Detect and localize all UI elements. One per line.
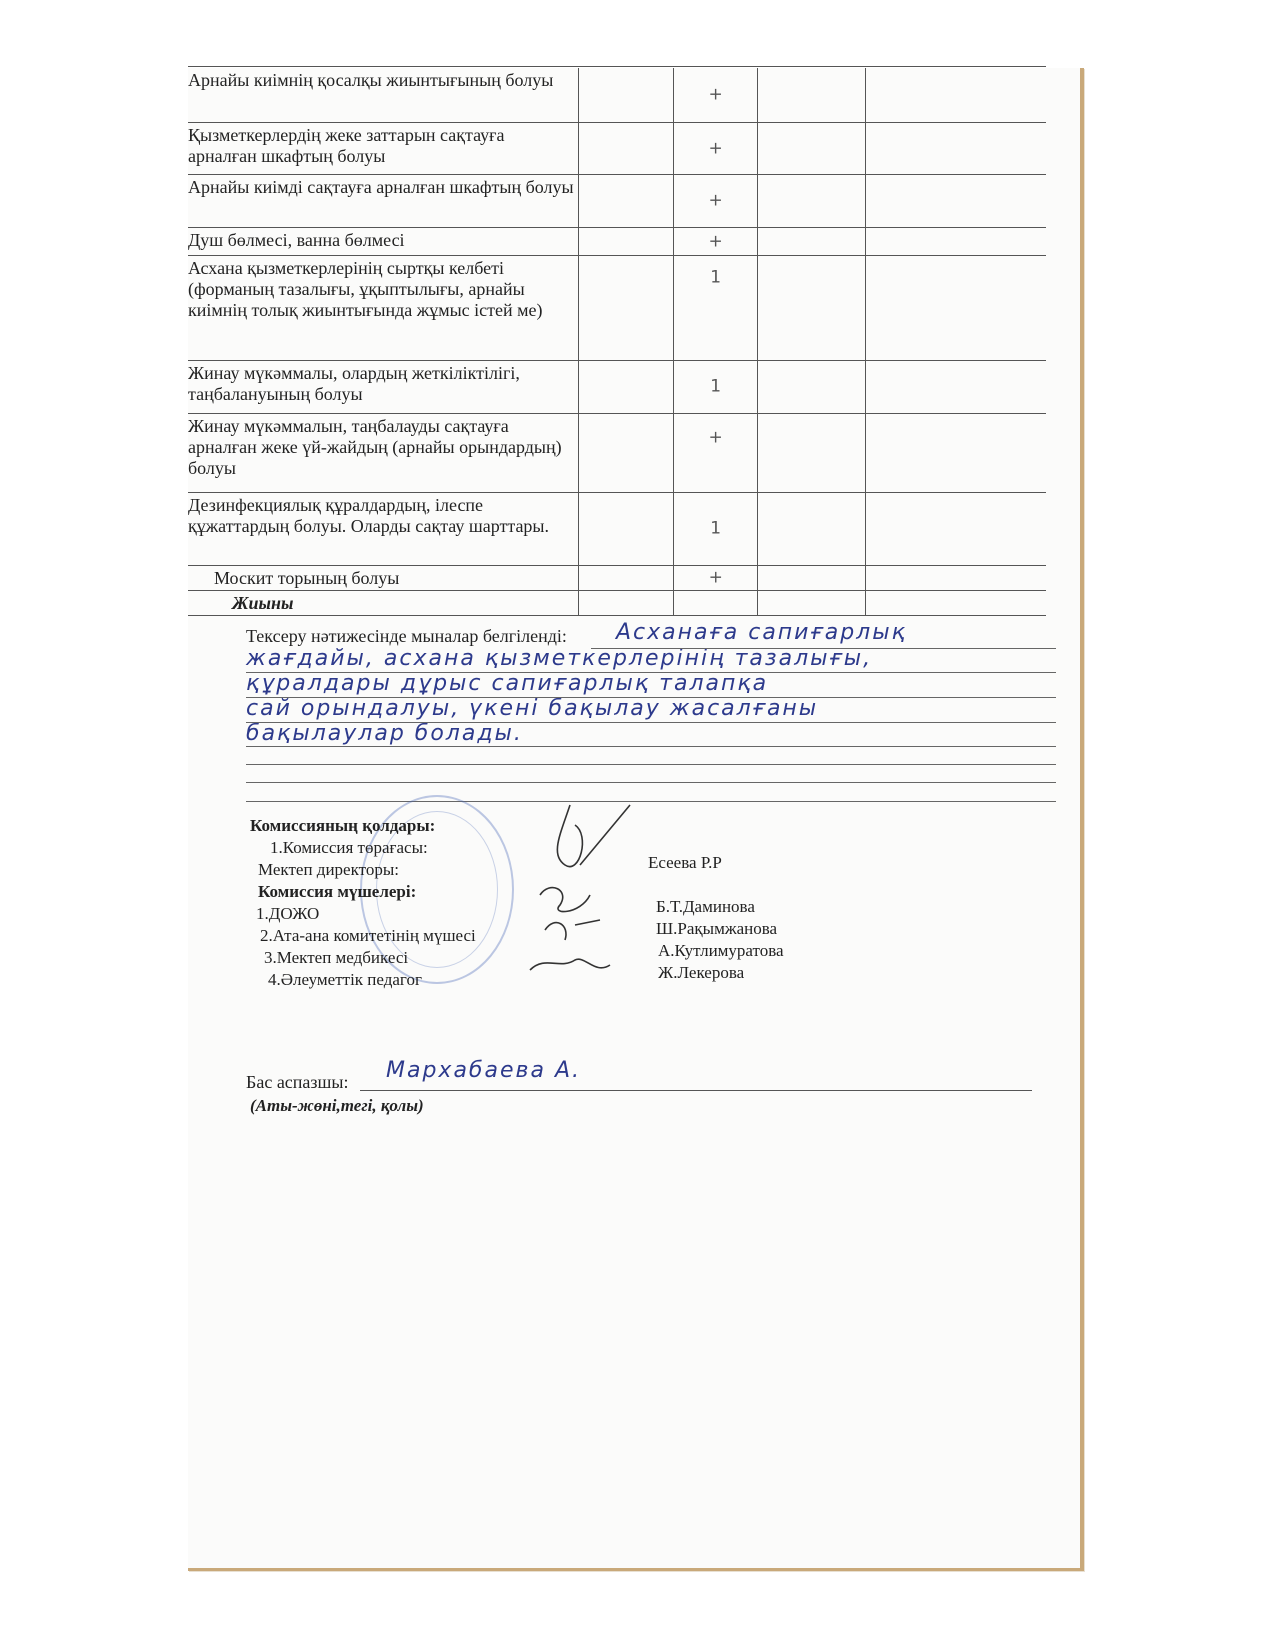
member-role: 1.ДОЖО <box>256 904 320 923</box>
check-mark: 1 <box>710 518 722 539</box>
table-row <box>188 228 1046 256</box>
rule-line <box>246 672 1056 673</box>
rule-line <box>246 722 1056 723</box>
member-name: Ш.Рақымжанова <box>656 919 778 938</box>
chief-cook-label: Бас аспазшы: <box>246 1072 349 1092</box>
member-name: Б.Т.Даминова <box>656 897 755 916</box>
check-mark: + <box>708 231 723 251</box>
table-row <box>188 123 1046 175</box>
check-mark: 1 <box>710 376 722 397</box>
signature-caption: (Аты-жөні,тегі, қолы) <box>250 1096 424 1115</box>
check-mark: + <box>708 84 723 105</box>
check-mark: + <box>708 190 723 211</box>
check-mark: 1 <box>710 267 722 288</box>
check-mark: + <box>708 138 723 158</box>
criterion-text: Арнайы киімді сақтауға арналған шкафтың болуы <box>188 175 579 227</box>
handwritten-line: сай орындалуы, үкені бақылау жасалғаны <box>246 696 819 721</box>
rule-line <box>246 801 1056 802</box>
criterion-text: Жинау мүкәммалы, олардың жеткіліктілігі, таңбалануының болуы <box>188 361 579 413</box>
signature-line <box>360 1090 1032 1091</box>
handwritten-line: жағдайы, асхана қызметкерлерінің тазалығы, <box>246 646 873 671</box>
criterion-text: Қызметкерлердің жеке заттарын сақтауға арналған шкафтың болуы <box>188 123 579 174</box>
table-row <box>188 361 1046 414</box>
member-role: 3.Мектеп медбикесі <box>264 948 409 967</box>
handwritten-line: Асханаға сапиғарлық <box>616 620 907 645</box>
director-label: Мектеп директоры: <box>258 860 399 879</box>
member-name: Ж.Лекерова <box>658 963 745 982</box>
criterion-text: Асхана қызметкерлерінің сыртқы келбеті (форманың тазалығы, ұқыптылығы, арнайы киімнің толық жиынтығында жұмыс істей ме) <box>188 256 579 360</box>
table-row <box>188 414 1046 493</box>
member-role: 2.Ата-ана комитетінің мүшесі <box>260 926 476 945</box>
table-row <box>188 493 1046 566</box>
criterion-text: Душ бөлмесі, ванна бөлмесі <box>188 228 579 255</box>
rule-line <box>246 746 1056 747</box>
checklist-table <box>188 68 1046 616</box>
criterion-text: Жинау мүкәммалын, таңбалауды сақтауға арналған жеке үй-жайдың (арнайы орындардың) болуы <box>188 414 579 492</box>
table-row <box>188 256 1046 361</box>
rule-line <box>246 782 1056 783</box>
chief-handwritten-name: Мархабаева А. <box>386 1058 581 1083</box>
total-label: Жиыны <box>188 591 579 615</box>
check-mark: + <box>708 567 723 588</box>
rule-line <box>246 764 1056 765</box>
criterion-text: Дезинфекциялық құралдардың, ілеспе құжаттардың болуы. Оларды сақтау шарттары. <box>188 493 579 565</box>
table-top-border <box>188 66 1046 67</box>
criterion-text: Москит торының болуы <box>188 566 579 590</box>
rule-line <box>591 648 1056 649</box>
findings-label: Тексеру нәтижесінде мыналар белгіленді: <box>246 626 567 646</box>
chair-label: 1.Комиссия төрағасы: <box>270 838 428 857</box>
handwritten-line: бақылаулар болады. <box>246 721 523 746</box>
commission-names <box>648 852 784 984</box>
member-name: А.Кутлимуратова <box>658 941 784 960</box>
members-heading: Комиссия мүшелері: <box>258 882 417 901</box>
member-role: 4.Әлеуметтік педагог <box>268 970 422 989</box>
rule-line <box>246 697 1056 698</box>
table-total-row <box>188 591 1046 616</box>
table-row <box>188 566 1046 591</box>
commission-heading: Комиссияның қолдары: <box>250 816 436 835</box>
check-mark: + <box>708 427 723 448</box>
table-row <box>188 68 1046 123</box>
table-row <box>188 175 1046 228</box>
chair-name: Есеева Р.Р <box>648 853 722 872</box>
criterion-text: Арнайы киімнің қосалқы жиынтығының болуы <box>188 68 579 122</box>
handwritten-line: құралдары дұрыс сапиғарлық талапқа <box>246 671 769 696</box>
